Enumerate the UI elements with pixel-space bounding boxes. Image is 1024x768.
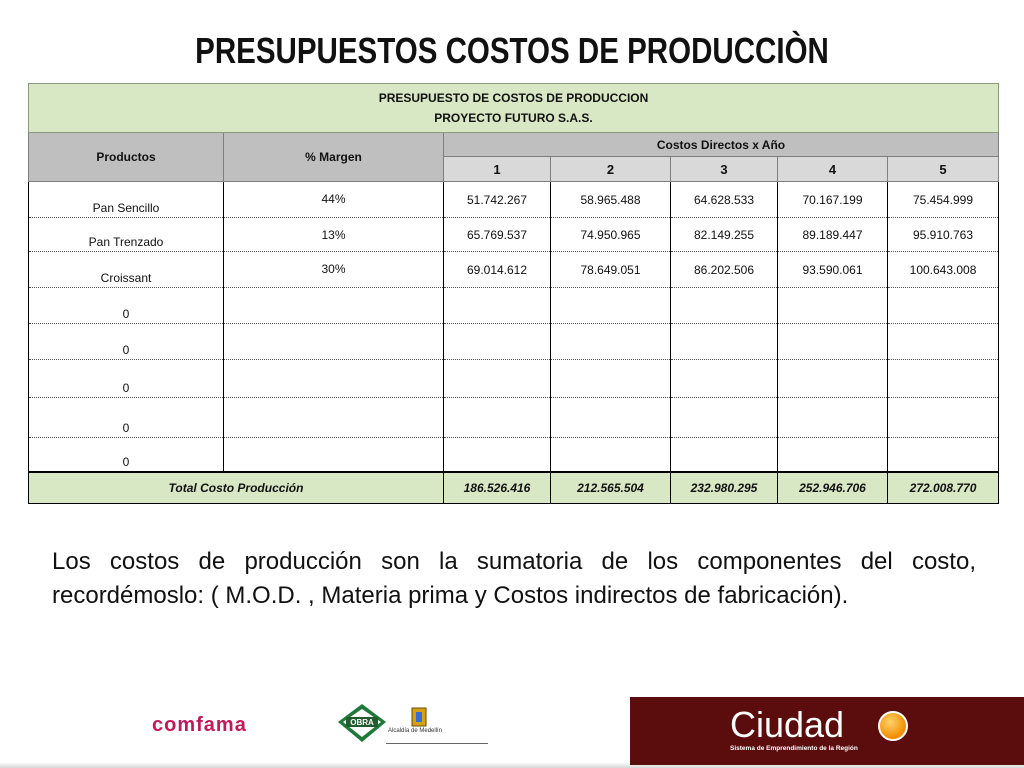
table-row — [29, 398, 999, 438]
cost-cell — [671, 288, 778, 324]
cost-cell — [444, 324, 551, 360]
cost-cell — [778, 438, 888, 472]
cost-cell — [551, 288, 671, 324]
year-header: 4 — [778, 157, 888, 182]
product-name: 0 — [29, 360, 224, 398]
cost-cell — [671, 324, 778, 360]
cost-cell: 51.742.267 — [444, 182, 551, 218]
cost-cell — [778, 288, 888, 324]
cost-cell: 82.149.255 — [671, 218, 778, 252]
product-name: 0 — [29, 324, 224, 360]
cost-cell — [778, 398, 888, 438]
cost-cell: 95.910.763 — [888, 218, 999, 252]
table-subtitle: PROYECTO FUTURO S.A.S. — [434, 111, 593, 125]
margin-value — [224, 360, 444, 398]
alcaldia-caption: Alcaldía de Medellín — [388, 728, 443, 734]
cost-cell — [888, 398, 999, 438]
cost-cell — [671, 438, 778, 472]
cost-cell: 89.189.447 — [778, 218, 888, 252]
cost-cell — [444, 438, 551, 472]
year-header: 5 — [888, 157, 999, 182]
total-cell: 186.526.416 — [444, 472, 551, 504]
ciudad-e-banner — [630, 697, 1024, 765]
table-row — [29, 360, 999, 398]
column-header-products: Productos — [29, 133, 224, 182]
total-row — [29, 472, 999, 504]
cost-cell: 64.628.533 — [671, 182, 778, 218]
table-row — [29, 438, 999, 472]
cost-cell: 74.950.965 — [551, 218, 671, 252]
margin-value — [224, 438, 444, 472]
product-name: Pan Sencillo — [29, 182, 224, 218]
cost-cell: 58.965.488 — [551, 182, 671, 218]
cost-cell: 78.649.051 — [551, 252, 671, 288]
table-row — [29, 288, 999, 324]
product-name: 0 — [29, 438, 224, 472]
column-header-margin: % Margen — [224, 133, 444, 182]
table-row — [29, 324, 999, 360]
cost-cell — [444, 288, 551, 324]
slide-caption: Los costos de producción son la sumatoria de los componentes del costo, recordémoslo: ( M.O.D. , Materia prima y Costos indirectos de fabricación). — [52, 548, 976, 609]
cost-cell — [551, 398, 671, 438]
cost-cell — [778, 324, 888, 360]
total-cell: 272.008.770 — [888, 472, 999, 504]
column-header-direct-costs: Costos Directos x Año — [444, 133, 999, 157]
product-name: Pan Trenzado — [29, 218, 224, 252]
product-name: Croissant — [29, 252, 224, 288]
cost-cell: 100.643.008 — [888, 252, 999, 288]
product-name: 0 — [29, 288, 224, 324]
cost-cell — [671, 398, 778, 438]
cost-cell — [671, 360, 778, 398]
comfama-logo: comfama — [152, 714, 247, 736]
total-cell: 252.946.706 — [778, 472, 888, 504]
cost-cell — [551, 360, 671, 398]
ciudad-logo-text: Ciudad — [730, 704, 845, 745]
total-label: Total Costo Producción — [29, 472, 444, 504]
cost-cell: 93.590.061 — [778, 252, 888, 288]
cost-cell: 75.454.999 — [888, 182, 999, 218]
cost-cell: 65.769.537 — [444, 218, 551, 252]
cost-cell — [888, 288, 999, 324]
cost-cell: 69.014.612 — [444, 252, 551, 288]
total-cell: 232.980.295 — [671, 472, 778, 504]
table-row — [29, 182, 999, 218]
year-header: 1 — [444, 157, 551, 182]
table-row — [29, 252, 999, 288]
obra-underline — [386, 743, 488, 744]
cost-cell: 70.167.199 — [778, 182, 888, 218]
cost-cell: 86.202.506 — [671, 252, 778, 288]
year-header: 3 — [671, 157, 778, 182]
margin-value — [224, 398, 444, 438]
year-header: 2 — [551, 157, 671, 182]
cost-cell — [444, 360, 551, 398]
slide-title: PRESUPUESTOS COSTOS DE PRODUCCIÒN — [195, 30, 829, 71]
e-logo-icon — [878, 711, 908, 741]
table-title-cell — [29, 84, 999, 133]
table-title: PRESUPUESTO DE COSTOS DE PRODUCCION — [378, 91, 649, 105]
ciudad-subtitle: Sistema de Emprendimiento de la Región — [730, 745, 858, 752]
cost-cell — [778, 360, 888, 398]
cost-cell — [551, 438, 671, 472]
margin-value — [224, 324, 444, 360]
margin-value: 13% — [224, 218, 444, 252]
obra-logo — [334, 700, 484, 748]
product-name: 0 — [29, 398, 224, 438]
cost-cell — [444, 398, 551, 438]
cost-cell — [888, 438, 999, 472]
production-cost-table — [28, 83, 999, 504]
cost-cell — [888, 324, 999, 360]
margin-value: 30% — [224, 252, 444, 288]
total-cell: 212.565.504 — [551, 472, 671, 504]
margin-value: 44% — [224, 182, 444, 218]
cost-cell — [888, 360, 999, 398]
table-row — [29, 218, 999, 252]
obra-logo-text: OBRA — [350, 718, 374, 727]
margin-value — [224, 288, 444, 324]
cost-cell — [551, 324, 671, 360]
